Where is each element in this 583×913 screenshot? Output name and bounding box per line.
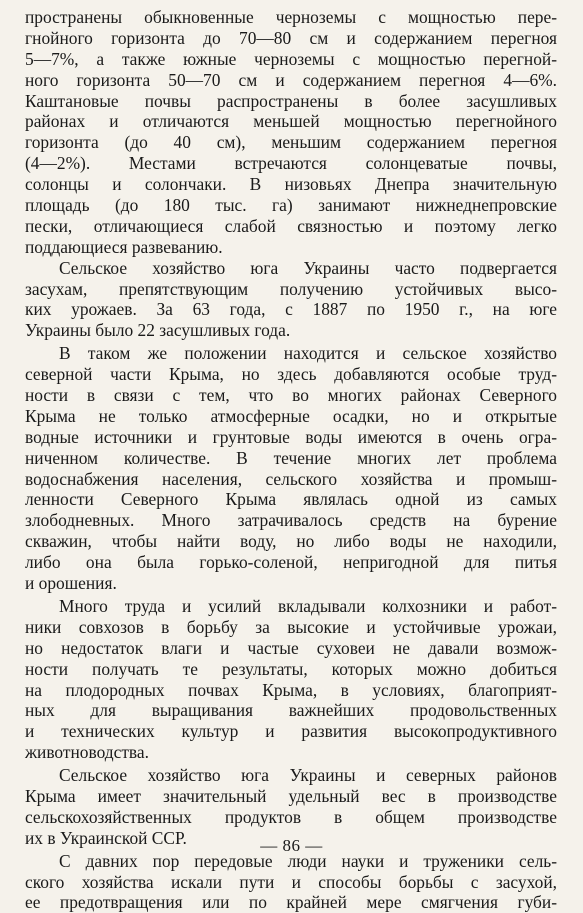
text-line: (4—2%). Местами встречаются солонцеватые почвы, xyxy=(25,153,557,174)
text-line: В таком же положении находится и сельское хозяйство xyxy=(59,343,557,364)
text-line: гнойного горизонта до 70—80 см и содержанием перегноя xyxy=(25,27,557,48)
text-line: ности в связи с тем, что во многих районах Северного xyxy=(25,385,557,406)
text-line: водные источники и грунтовые воды имеются в очень огра- xyxy=(25,426,557,447)
text-line: Сельское хозяйство юга Украины и северных районов xyxy=(59,765,557,786)
text-line: ных для выращивания важнейших продовольственных xyxy=(25,700,557,721)
text-line: злободневных. Много затрачивалось средств на бурение xyxy=(25,510,557,531)
text-line: ного горизонта 50—70 см и содержанием перегноя 4—6%. xyxy=(25,69,557,90)
text-line: на плодородных почвах Крыма, в условиях, благоприят- xyxy=(25,679,557,700)
text-line: Крыма имеет значительный удельный вес в производстве xyxy=(25,785,557,806)
page-number: — 86 — xyxy=(260,836,323,855)
text-line: скважин, чтобы найти воду, но либо воды не находили, xyxy=(25,531,557,552)
text-line: Крыма не только атмосферные осадки, но и открытые xyxy=(25,405,557,426)
text-line: ности получать те результаты, которых можно добиться xyxy=(25,658,557,679)
text-line: ленности Северного Крыма являлась одной из самых xyxy=(25,489,557,510)
text-line: 5—7%, а также южные черноземы с мощностью перегной- xyxy=(25,48,557,69)
text-line: пространены обыкновенные черноземы с мощностью пере- xyxy=(25,7,557,27)
text-line: солонцы и солончаки. В низовьях Днепра значительную xyxy=(25,174,557,195)
body-text xyxy=(25,7,557,913)
text-line: либо она была горько-соленой, непригодной для питья xyxy=(25,552,557,573)
text-line: Много труда и усилий вкладывали колхозники и работ- xyxy=(59,595,557,616)
text-line: С давних пор передовые люди науки и труженики сель- xyxy=(59,850,557,871)
text-line: Каштановые почвы распространены в более засушливых xyxy=(25,90,557,111)
text-line: площадь (до 180 тыс. га) занимают нижнеднепровские xyxy=(25,195,557,216)
text-line: поддающиеся развеванию. xyxy=(25,236,223,257)
text-line: ких урожаев. За 63 года, с 1887 по 1950 г., на юге xyxy=(25,299,557,320)
text-line: ниченном количестве. В течение многих лет проблема xyxy=(25,447,557,468)
paragraph xyxy=(25,258,557,342)
text-line: районах и отличаются меньшей мощностью перегнойного xyxy=(25,111,557,132)
paragraph xyxy=(25,851,557,913)
text-line: северной части Крыма, но здесь добавляются особые труд- xyxy=(25,364,557,385)
text-line: ники совхозов в борьбу за высокие и устойчивые урожаи, xyxy=(25,616,557,637)
text-line: горизонта (до 40 см), меньшим содержанием перегноя xyxy=(25,132,557,153)
paragraph xyxy=(25,596,557,763)
text-line: пески, отличающиеся слабой связностью и поэтому легко xyxy=(25,215,557,236)
text-line: ее предотвращения или по крайней мере смягчения губи- xyxy=(25,892,557,913)
text-line: их в Украинской ССР. xyxy=(25,827,187,848)
text-line: и технических культур и развития высокопродуктивного xyxy=(25,721,557,742)
text-line: Сельское хозяйство юга Украины часто подвергается xyxy=(59,257,557,278)
paragraph xyxy=(25,343,557,594)
text-line: засухам, препятствующим получению устойчивых высо- xyxy=(25,278,557,299)
text-line: Украины было 22 засушливых года. xyxy=(25,320,291,341)
text-line: водоснабжения населения, сельского хозяйства и промыш- xyxy=(25,468,557,489)
paragraph xyxy=(25,7,557,258)
text-line: сельскохозяйственных продуктов в общем производстве xyxy=(25,806,557,827)
text-line: ского хозяйства искали пути и способы борьбы с засухой, xyxy=(25,871,557,892)
text-line: животноводства. xyxy=(25,742,149,763)
text-line: и орошения. xyxy=(25,573,117,594)
text-line: но недостаток влаги и частые суховеи не давали возмож- xyxy=(25,637,557,658)
